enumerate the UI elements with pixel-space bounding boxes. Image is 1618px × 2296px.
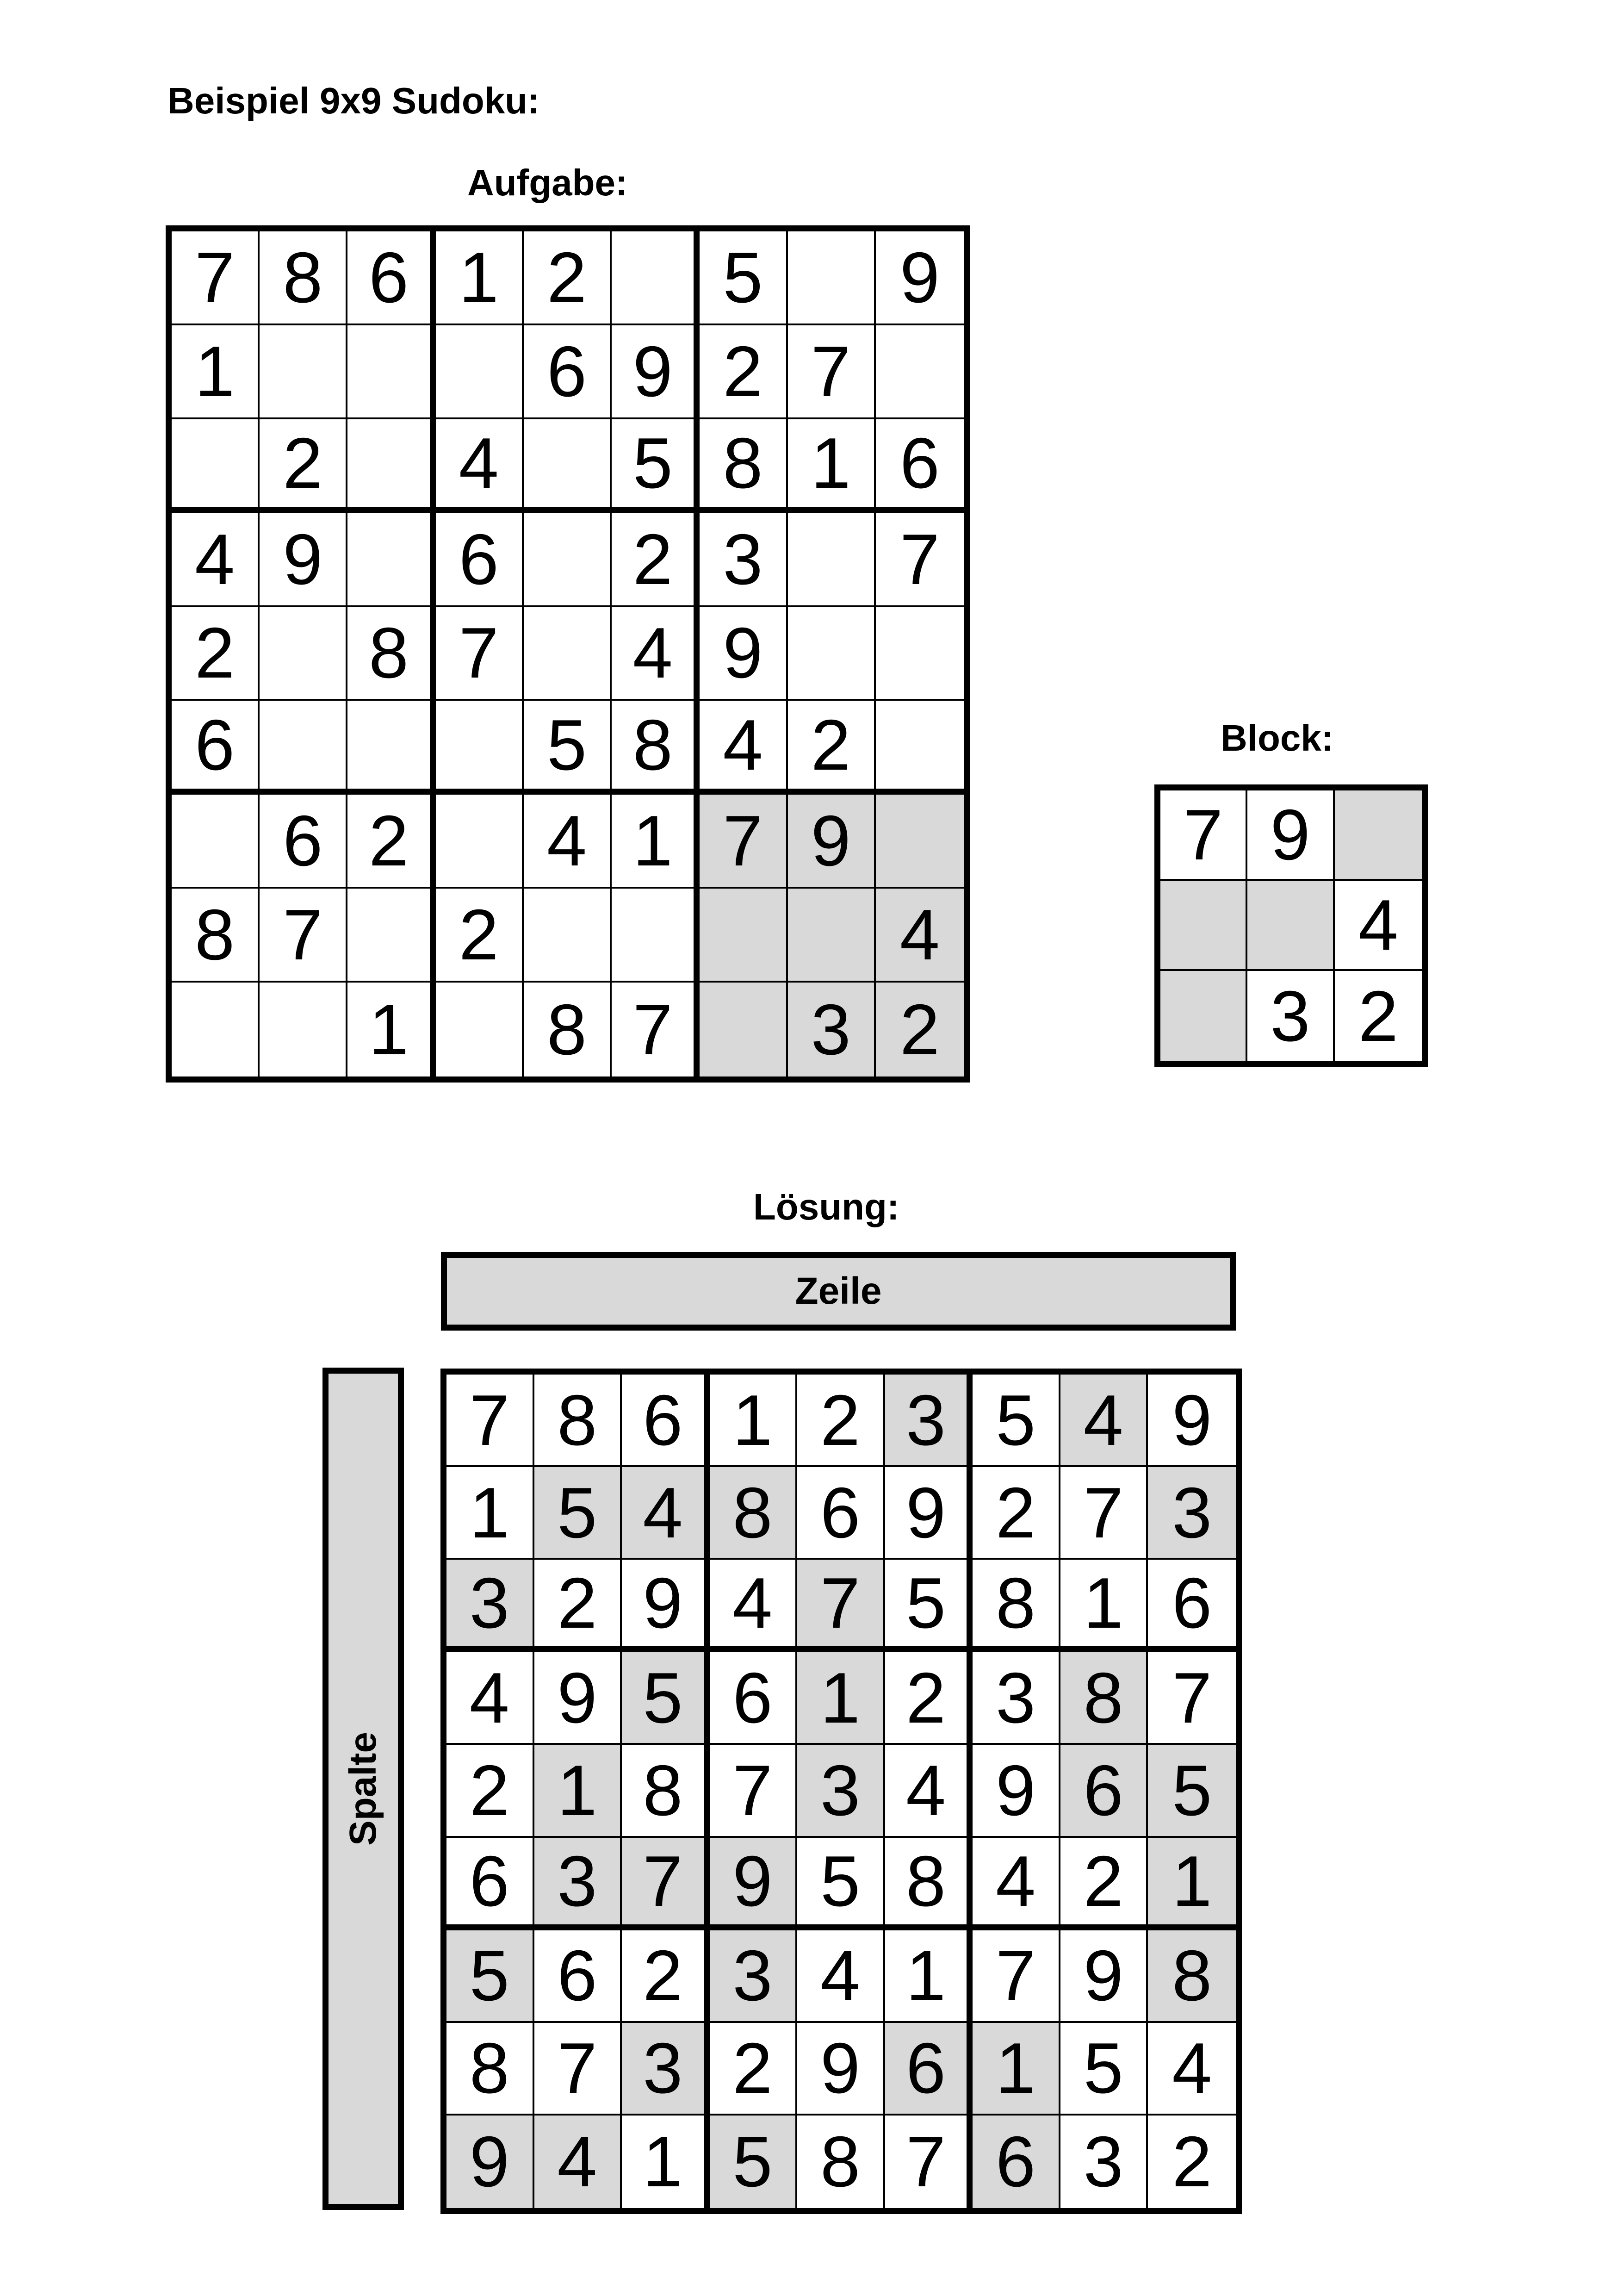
solution-cell: 4 bbox=[973, 1838, 1060, 1930]
puzzle-cell: 6 bbox=[524, 325, 612, 419]
solution-cell: 7 bbox=[885, 2116, 973, 2208]
block-cell: 9 bbox=[1247, 790, 1334, 881]
solution-cell: 6 bbox=[534, 1930, 622, 2023]
solution-cell: 4 bbox=[622, 1467, 710, 1560]
solution-cell: 4 bbox=[534, 2116, 622, 2208]
puzzle-cell: 2 bbox=[876, 983, 964, 1076]
solution-cell: 3 bbox=[622, 2023, 710, 2116]
puzzle-cell bbox=[788, 513, 876, 607]
puzzle-cell bbox=[788, 607, 876, 701]
puzzle-cell bbox=[524, 607, 612, 701]
puzzle-cell bbox=[524, 419, 612, 513]
solution-cell: 6 bbox=[622, 1375, 710, 1467]
solution-cell: 1 bbox=[1148, 1838, 1236, 1930]
puzzle-cell: 3 bbox=[700, 513, 787, 607]
solution-cell: 9 bbox=[1148, 1375, 1236, 1467]
solution-cell: 2 bbox=[446, 1745, 534, 1837]
puzzle-heading: Aufgabe: bbox=[467, 162, 628, 203]
sudoku-solution-grid bbox=[440, 1369, 1242, 2214]
puzzle-cell bbox=[524, 513, 612, 607]
sudoku-puzzle-grid bbox=[166, 225, 970, 1083]
puzzle-cell bbox=[876, 325, 964, 419]
puzzle-cell: 4 bbox=[700, 701, 787, 795]
solution-cell: 2 bbox=[1172, 2122, 1212, 2202]
solution-cell: 1 bbox=[622, 2116, 710, 2208]
solution-cell: 3 bbox=[973, 1652, 1060, 1745]
solution-cell: 3 bbox=[446, 1560, 534, 1652]
solution-cell: 6 bbox=[1148, 1560, 1236, 1652]
block-cell bbox=[1160, 971, 1247, 1061]
solution-cell: 3 bbox=[710, 1930, 798, 2023]
solution-cell: 7 bbox=[973, 1930, 1060, 2023]
solution-cell: 5 bbox=[1148, 1745, 1236, 1837]
puzzle-cell: 7 bbox=[788, 325, 876, 419]
solution-cell: 7 bbox=[710, 1745, 798, 1837]
column-bar bbox=[322, 1368, 404, 2210]
puzzle-cell: 7 bbox=[876, 513, 964, 607]
puzzle-cell: 7 bbox=[172, 231, 260, 325]
solution-cell: 2 bbox=[885, 1652, 973, 1745]
puzzle-cell bbox=[172, 419, 260, 513]
puzzle-cell: 2 bbox=[260, 419, 347, 513]
puzzle-cell: 1 bbox=[172, 325, 260, 419]
solution-cell: 3 bbox=[1148, 1467, 1236, 1560]
solution-cell: 1 bbox=[710, 1375, 798, 1467]
row-bar bbox=[441, 1252, 1236, 1331]
solution-cell: 9 bbox=[973, 1745, 1060, 1837]
solution-cell: 7 bbox=[797, 1560, 885, 1652]
solution-cell: 5 bbox=[622, 1652, 710, 1745]
solution-cell: 4 bbox=[885, 1745, 973, 1837]
solution-cell: 7 bbox=[446, 1375, 534, 1467]
puzzle-cell: 5 bbox=[700, 231, 787, 325]
solution-cell: 5 bbox=[797, 1838, 885, 1930]
puzzle-cell bbox=[700, 983, 787, 1076]
puzzle-cell: 9 bbox=[612, 325, 700, 419]
puzzle-cell: 8 bbox=[347, 607, 435, 701]
puzzle-cell bbox=[612, 231, 700, 325]
puzzle-cell: 7 bbox=[260, 889, 347, 983]
block-cell bbox=[1247, 881, 1334, 971]
puzzle-cell: 8 bbox=[612, 701, 700, 795]
puzzle-cell: 6 bbox=[347, 231, 435, 325]
puzzle-cell bbox=[436, 795, 524, 889]
solution-cell: 9 bbox=[1060, 1930, 1148, 2023]
puzzle-cell bbox=[700, 889, 787, 983]
column-bar-label: Spalte bbox=[342, 1731, 384, 1846]
solution-cell: 5 bbox=[446, 1930, 534, 2023]
solution-cell: 6 bbox=[446, 1838, 534, 1930]
solution-cell: 7 bbox=[1060, 1467, 1148, 1560]
block-cell bbox=[1335, 790, 1422, 881]
solution-cell: 2 bbox=[973, 1467, 1060, 1560]
puzzle-cell: 6 bbox=[876, 419, 964, 513]
solution-cell: 5 bbox=[710, 2116, 798, 2208]
puzzle-cell: 6 bbox=[172, 701, 260, 795]
solution-cell: 7 bbox=[534, 2023, 622, 2116]
solution-cell: 5 bbox=[885, 1560, 973, 1652]
solution-cell: 2 bbox=[710, 2023, 798, 2116]
puzzle-cell bbox=[436, 983, 524, 1076]
puzzle-cell bbox=[260, 983, 347, 1076]
block-cell: 3 bbox=[1247, 971, 1334, 1061]
puzzle-cell: 1 bbox=[436, 231, 524, 325]
puzzle-cell: 8 bbox=[260, 231, 347, 325]
puzzle-cell: 7 bbox=[700, 795, 787, 889]
puzzle-cell bbox=[347, 889, 435, 983]
solution-cell: 8 bbox=[797, 2116, 885, 2208]
puzzle-cell: 9 bbox=[260, 513, 347, 607]
solution-cell: 8 bbox=[446, 2023, 534, 2116]
solution-cell: 5 bbox=[973, 1375, 1060, 1467]
solution-cell: 9 bbox=[885, 1467, 973, 1560]
puzzle-cell: 2 bbox=[788, 701, 876, 795]
puzzle-cell: 8 bbox=[172, 889, 260, 983]
solution-cell: 4 bbox=[710, 1560, 798, 1652]
solution-cell: 1 bbox=[446, 1467, 534, 1560]
puzzle-cell bbox=[436, 701, 524, 795]
solution-cell: 9 bbox=[534, 1652, 622, 1745]
puzzle-cell: 6 bbox=[260, 795, 347, 889]
solution-heading: Lösung: bbox=[753, 1186, 899, 1227]
solution-cell: 4 bbox=[797, 1930, 885, 2023]
solution-cell: 1 bbox=[1060, 1560, 1148, 1652]
solution-cell: 8 bbox=[1060, 1652, 1148, 1745]
sudoku-block-grid bbox=[1154, 784, 1428, 1067]
puzzle-cell: 2 bbox=[436, 889, 524, 983]
puzzle-cell bbox=[876, 795, 964, 889]
solution-cell: 4 bbox=[1148, 2023, 1236, 2116]
solution-cell: 9 bbox=[446, 2116, 534, 2208]
puzzle-cell bbox=[347, 419, 435, 513]
block-heading: Block: bbox=[1221, 717, 1334, 759]
solution-cell: 7 bbox=[1148, 1652, 1236, 1745]
solution-cell: 8 bbox=[710, 1467, 798, 1560]
puzzle-cell: 9 bbox=[788, 795, 876, 889]
puzzle-cell: 8 bbox=[524, 983, 612, 1076]
puzzle-cell: 7 bbox=[436, 607, 524, 701]
puzzle-cell: 5 bbox=[524, 701, 612, 795]
puzzle-cell bbox=[876, 607, 964, 701]
solution-cell: 2 bbox=[797, 1375, 885, 1467]
solution-cell: 7 bbox=[622, 1838, 710, 1930]
row-bar-label: Zeile bbox=[795, 1270, 882, 1312]
solution-cell: 1 bbox=[534, 1745, 622, 1837]
solution-cell: 8 bbox=[885, 1838, 973, 1930]
solution-cell: 3 bbox=[797, 1745, 885, 1837]
solution-cell: 6 bbox=[1060, 1745, 1148, 1837]
puzzle-cell bbox=[788, 231, 876, 325]
puzzle-cell: 4 bbox=[436, 419, 524, 513]
solution-cell: 2 bbox=[1060, 1838, 1148, 1930]
solution-cell: 6 bbox=[885, 2023, 973, 2116]
puzzle-cell bbox=[260, 325, 347, 419]
puzzle-cell bbox=[876, 701, 964, 795]
puzzle-cell bbox=[172, 983, 260, 1076]
puzzle-cell: 4 bbox=[524, 795, 612, 889]
puzzle-cell: 3 bbox=[788, 983, 876, 1076]
solution-cell: 9 bbox=[710, 1838, 798, 1930]
solution-cell: 1 bbox=[797, 1652, 885, 1745]
solution-cell: 8 bbox=[534, 1375, 622, 1467]
solution-cell: 9 bbox=[622, 1560, 710, 1652]
solution-cell: 1 bbox=[885, 1930, 973, 2023]
puzzle-cell bbox=[260, 701, 347, 795]
puzzle-cell: 1 bbox=[347, 983, 435, 1076]
puzzle-cell: 1 bbox=[788, 419, 876, 513]
puzzle-cell: 4 bbox=[612, 607, 700, 701]
solution-cell: 2 bbox=[534, 1560, 622, 1652]
solution-cell: 6 bbox=[973, 2116, 1060, 2208]
puzzle-cell bbox=[436, 325, 524, 419]
solution-cell: 3 bbox=[534, 1838, 622, 1930]
puzzle-cell: 2 bbox=[524, 231, 612, 325]
puzzle-cell: 2 bbox=[612, 513, 700, 607]
solution-cell: 6 bbox=[710, 1652, 798, 1745]
puzzle-cell: 2 bbox=[347, 795, 435, 889]
solution-cell: 9 bbox=[797, 2023, 885, 2116]
puzzle-cell bbox=[612, 889, 700, 983]
puzzle-cell bbox=[260, 607, 347, 701]
puzzle-cell: 2 bbox=[700, 325, 787, 419]
solution-cell: 2 bbox=[622, 1930, 710, 2023]
puzzle-cell: 5 bbox=[612, 419, 700, 513]
solution-cell: 8 bbox=[622, 1745, 710, 1837]
solution-cell: 5 bbox=[1060, 2023, 1148, 2116]
puzzle-cell: 4 bbox=[172, 513, 260, 607]
block-cell: 2 bbox=[1358, 976, 1398, 1056]
block-cell: 4 bbox=[1335, 881, 1422, 971]
puzzle-cell: 7 bbox=[612, 983, 700, 1076]
solution-cell: 1 bbox=[973, 2023, 1060, 2116]
solution-cell: 3 bbox=[1060, 2116, 1148, 2208]
puzzle-cell bbox=[172, 795, 260, 889]
block-cell bbox=[1160, 881, 1247, 971]
solution-cell: 5 bbox=[534, 1467, 622, 1560]
puzzle-cell: 9 bbox=[876, 231, 964, 325]
page-title: Beispiel 9x9 Sudoku: bbox=[167, 80, 540, 121]
block-cell: 7 bbox=[1160, 790, 1247, 881]
solution-cell: 4 bbox=[1060, 1375, 1148, 1467]
puzzle-cell bbox=[788, 889, 876, 983]
puzzle-cell: 6 bbox=[436, 513, 524, 607]
solution-cell: 3 bbox=[885, 1375, 973, 1467]
puzzle-cell: 1 bbox=[612, 795, 700, 889]
solution-cell: 8 bbox=[1148, 1930, 1236, 2023]
solution-cell: 4 bbox=[446, 1652, 534, 1745]
puzzle-cell bbox=[347, 513, 435, 607]
puzzle-cell: 2 bbox=[172, 607, 260, 701]
puzzle-cell: 8 bbox=[700, 419, 787, 513]
puzzle-cell bbox=[524, 889, 612, 983]
puzzle-cell: 4 bbox=[876, 889, 964, 983]
puzzle-cell bbox=[347, 701, 435, 795]
puzzle-cell: 9 bbox=[700, 607, 787, 701]
puzzle-cell bbox=[347, 325, 435, 419]
solution-cell: 8 bbox=[973, 1560, 1060, 1652]
solution-cell: 6 bbox=[797, 1467, 885, 1560]
